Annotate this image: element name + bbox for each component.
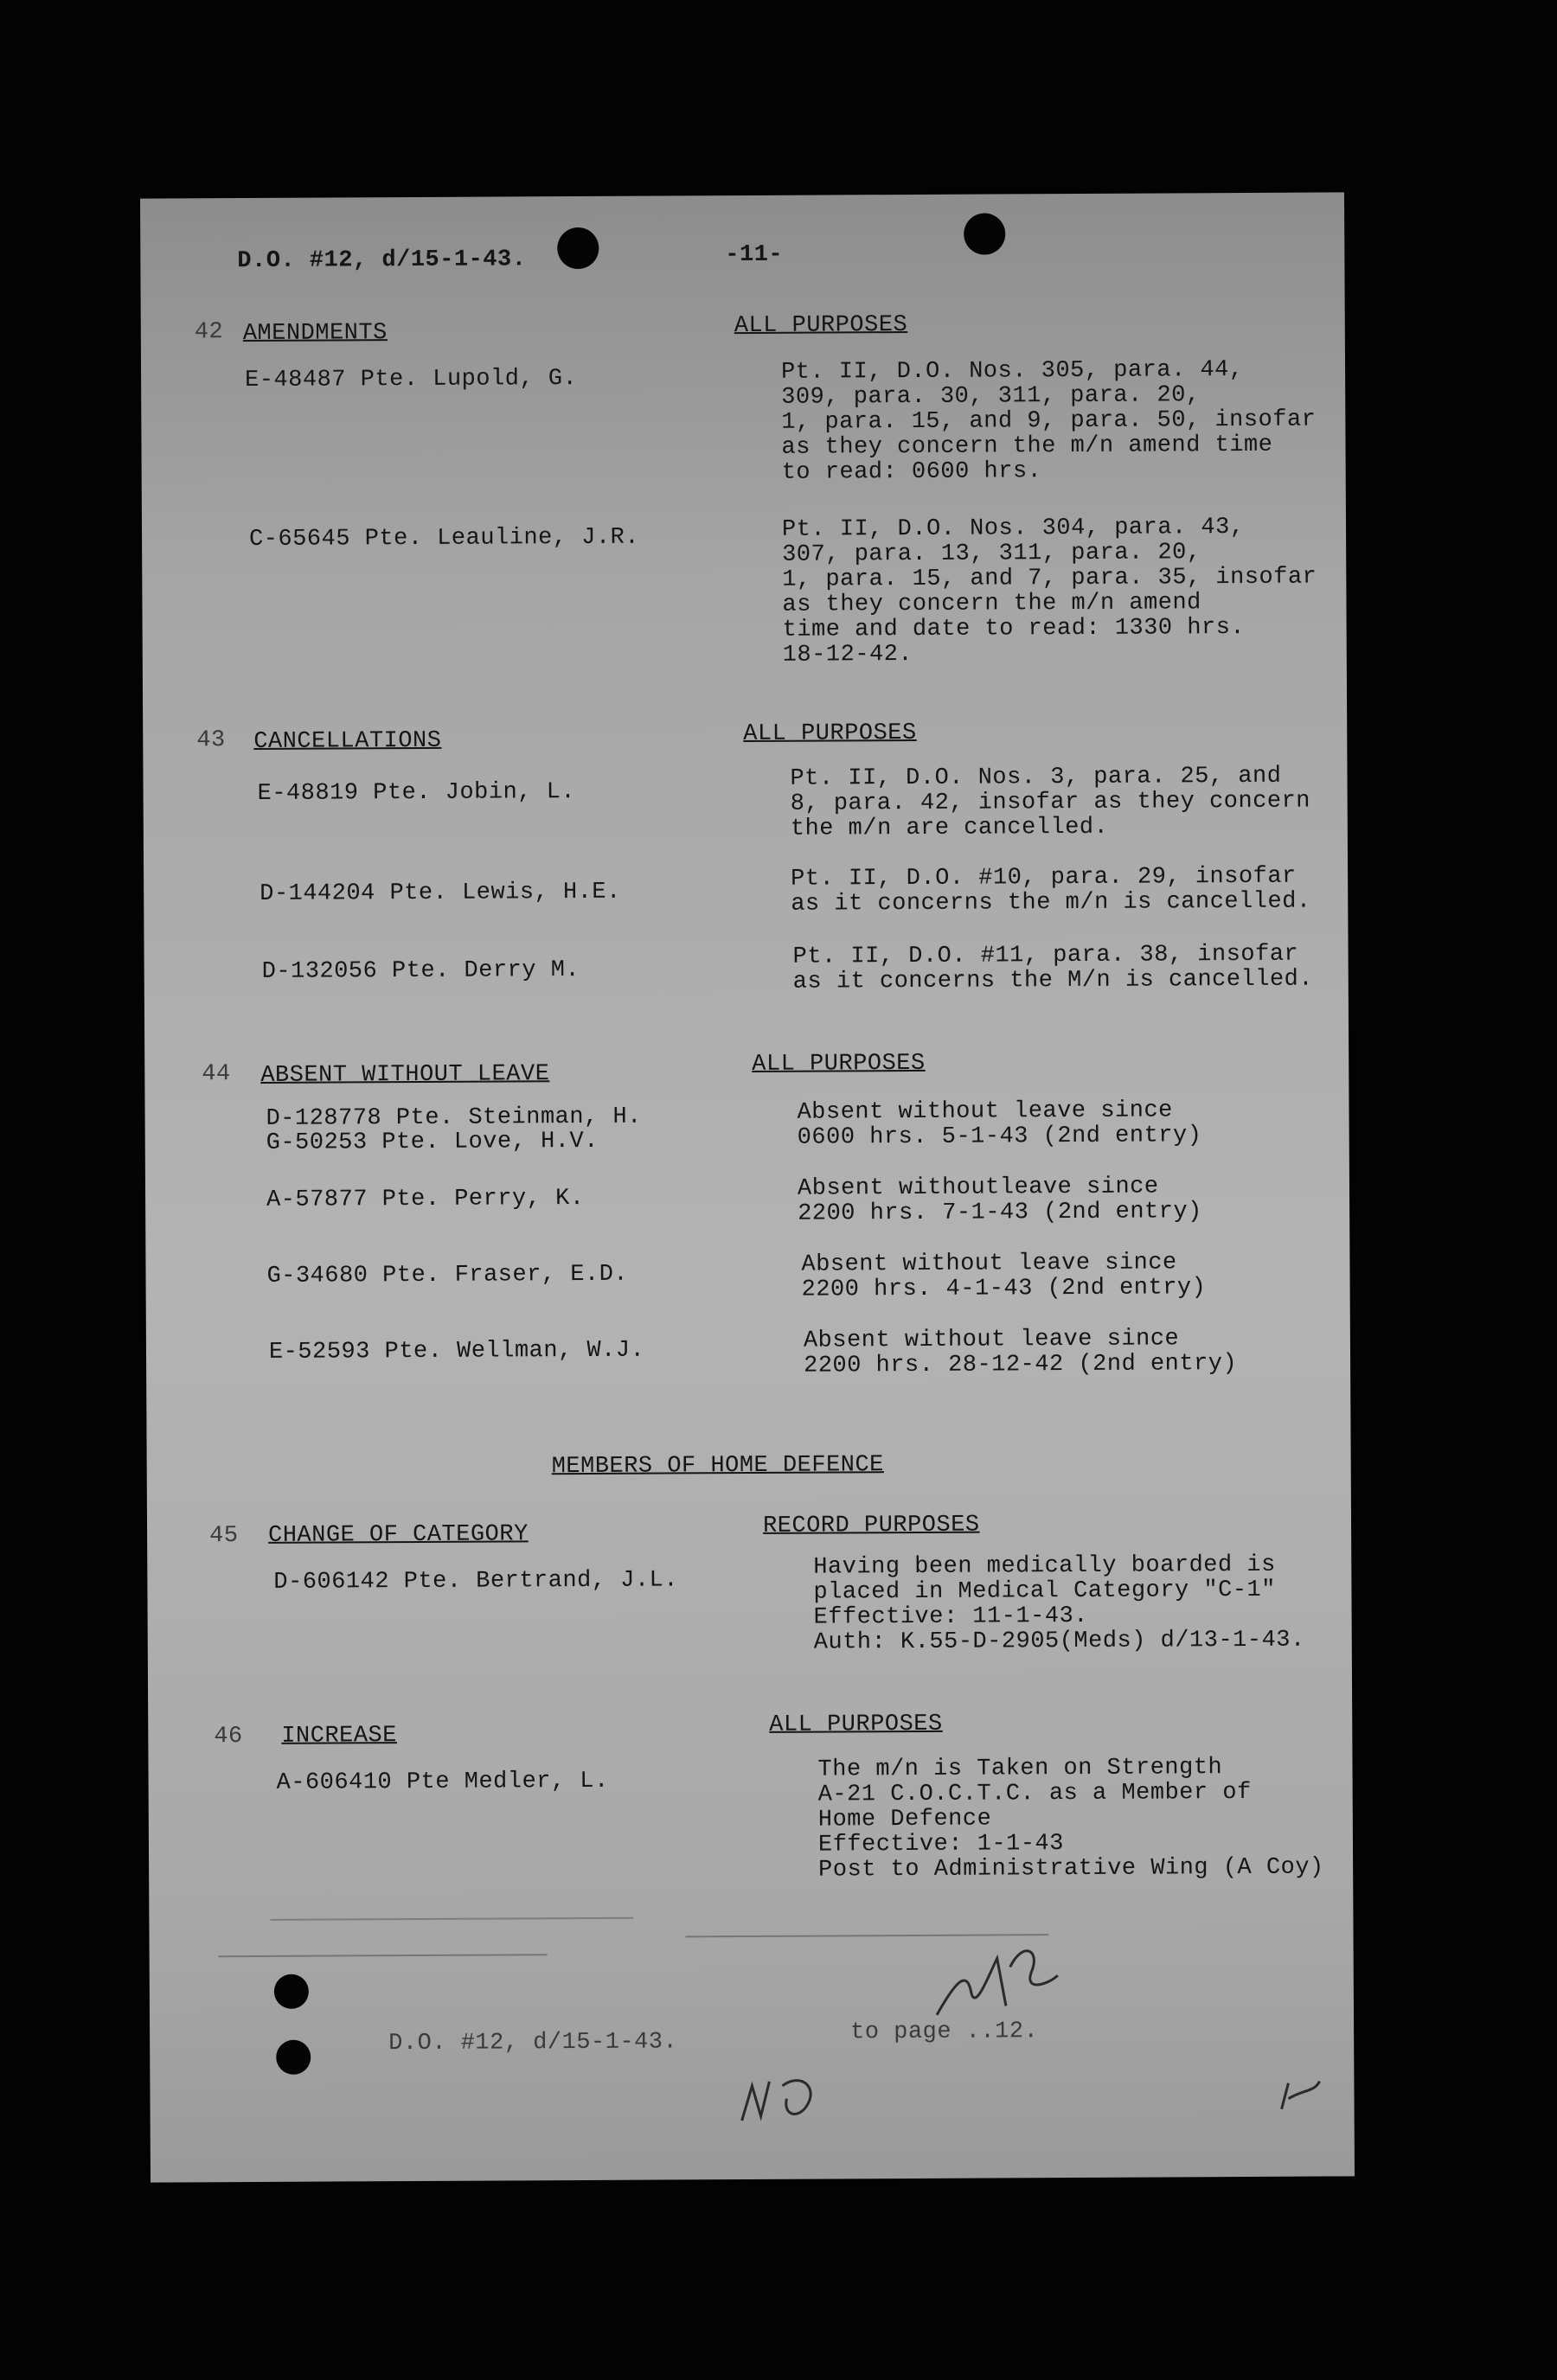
divider-line (270, 1917, 633, 1921)
entry-text: Effective: 1-1-43 (817, 1831, 1065, 1859)
section-purpose: RECORD PURPOSES (762, 1512, 980, 1539)
section-purpose: ALL PURPOSES (769, 1711, 943, 1738)
punch-hole (557, 227, 599, 269)
punch-hole (274, 1974, 309, 2009)
section-number: 45 (209, 1523, 239, 1550)
entry-text: the m/n are cancelled. (790, 814, 1109, 842)
entry-text: 1, para. 15, and 7, para. 35, insofar (782, 564, 1317, 593)
entry-text: to read: 0600 hrs. (781, 458, 1042, 486)
section-number: 44 (202, 1061, 231, 1088)
entry-text: 307, para. 13, 311, para. 20, (782, 540, 1201, 568)
members-heading: MEMBERS OF HOME DEFENCE (551, 1452, 884, 1481)
entry-text: 2200 hrs. 4-1-43 (2nd entry) (801, 1275, 1207, 1303)
entry-text: Pt. II, D.O. Nos. 305, para. 44, (780, 356, 1244, 386)
entry-text: placed in Medical Category "C-1" (813, 1577, 1277, 1606)
divider-line (219, 1954, 548, 1957)
entry-text: 309, para. 30, 311, para. 20, (781, 382, 1201, 411)
document-page (140, 192, 1355, 2182)
entry-text: Absent without leave since (801, 1250, 1177, 1278)
soldier-line: D-144204 Pte. Lewis, H.E. (260, 879, 621, 907)
entry-text: Pt. II, D.O. Nos. 3, para. 25, and (790, 763, 1282, 792)
soldier-line: G-50253 Pte. Love, H.V. (266, 1128, 599, 1156)
soldier-line: D-132056 Pte. Derry M. (261, 957, 580, 985)
entry-text: Home Defence (817, 1806, 992, 1833)
section-title: CANCELLATIONS (253, 727, 442, 755)
entry-text: as they concern the m/n amend (782, 590, 1201, 618)
soldier-line: D-606142 Pte. Bertrand, J.L. (273, 1567, 679, 1596)
entry-text: Pt. II, D.O. Nos. 304, para. 43, (781, 514, 1245, 543)
entry-text: Effective: 11-1-43. (813, 1603, 1089, 1631)
entry-text: as it concerns the M/n is cancelled. (792, 966, 1314, 995)
entry-text: Absent without leave since (797, 1097, 1173, 1126)
section-title: INCREASE (281, 1723, 398, 1750)
entry-text: The m/n is Taken on Strength (817, 1755, 1223, 1783)
page-number: -11- (725, 241, 784, 269)
handwritten-mark (1276, 2074, 1328, 2117)
entry-text: as it concerns the m/n is cancelled. (791, 888, 1311, 918)
section-number: 46 (214, 1724, 243, 1750)
entry-text: Pt. II, D.O. #10, para. 29, insofar (791, 863, 1297, 892)
entry-text: 1, para. 15, and 9, para. 50, insofar (781, 406, 1317, 436)
entry-text: Absent withoutleave since (797, 1174, 1159, 1202)
entry-text: 2200 hrs. 7-1-43 (2nd entry) (798, 1199, 1202, 1227)
soldier-line: A-57877 Pte. Perry, K. (266, 1185, 585, 1213)
entry-text: time and date to read: 1330 hrs. (782, 614, 1246, 643)
signature-initials (928, 1932, 1067, 2028)
entry-text: Pt. II, D.O. #11, para. 38, insofar (792, 941, 1299, 970)
footer-order-reference: D.O. #12, d/15-1-43. (388, 2029, 678, 2057)
soldier-line: E-52593 Pte. Wellman, W.J. (268, 1337, 645, 1366)
entry-text: Having been medically boarded is (813, 1551, 1276, 1581)
section-purpose: ALL PURPOSES (743, 720, 917, 748)
handwritten-mark (734, 2060, 830, 2130)
entry-text: 18-12-42. (782, 641, 913, 669)
section-number: 42 (194, 319, 224, 346)
order-reference: D.O. #12, d/15-1-43. (237, 246, 527, 275)
entry-text: Auth: K.55-D-2905(Meds) d/13-1-43. (813, 1627, 1305, 1656)
section-number: 43 (196, 727, 226, 754)
section-title: CHANGE OF CATEGORY (268, 1521, 529, 1549)
entry-text: 8, para. 42, insofar as they concern (790, 788, 1311, 817)
soldier-line: E-48819 Pte. Jobin, L. (257, 779, 576, 807)
entry-text: as they concern the m/n amend time (781, 432, 1273, 461)
soldier-line: D-128778 Pte. Steinman, H. (266, 1104, 642, 1132)
soldier-line: A-606410 Pte Medler, L. (276, 1768, 609, 1796)
entry-text: 2200 hrs. 28-12-42 (2nd entry) (804, 1351, 1238, 1379)
soldier-line: E-48487 Pte. Lupold, G. (245, 366, 578, 394)
punch-hole (964, 213, 1005, 254)
footer-continued: to page ..12. (850, 2019, 1039, 2046)
section-title: AMENDMENTS (242, 320, 388, 348)
soldier-line: C-65645 Pte. Leauline, J.R. (248, 524, 640, 553)
entry-text: Post to Administrative Wing (A Coy) (818, 1854, 1324, 1884)
section-purpose: ALL PURPOSES (752, 1050, 926, 1078)
section-purpose: ALL PURPOSES (734, 312, 908, 340)
entry-text: Absent without leave since (803, 1326, 1180, 1354)
punch-hole (276, 2040, 311, 2075)
entry-text: A-21 C.O.C.T.C. as a Member of (817, 1779, 1252, 1808)
section-title: ABSENT WITHOUT LEAVE (260, 1061, 550, 1089)
soldier-line: G-34680 Pte. Fraser, E.D. (266, 1261, 629, 1289)
entry-text: 0600 hrs. 5-1-43 (2nd entry) (797, 1123, 1202, 1151)
